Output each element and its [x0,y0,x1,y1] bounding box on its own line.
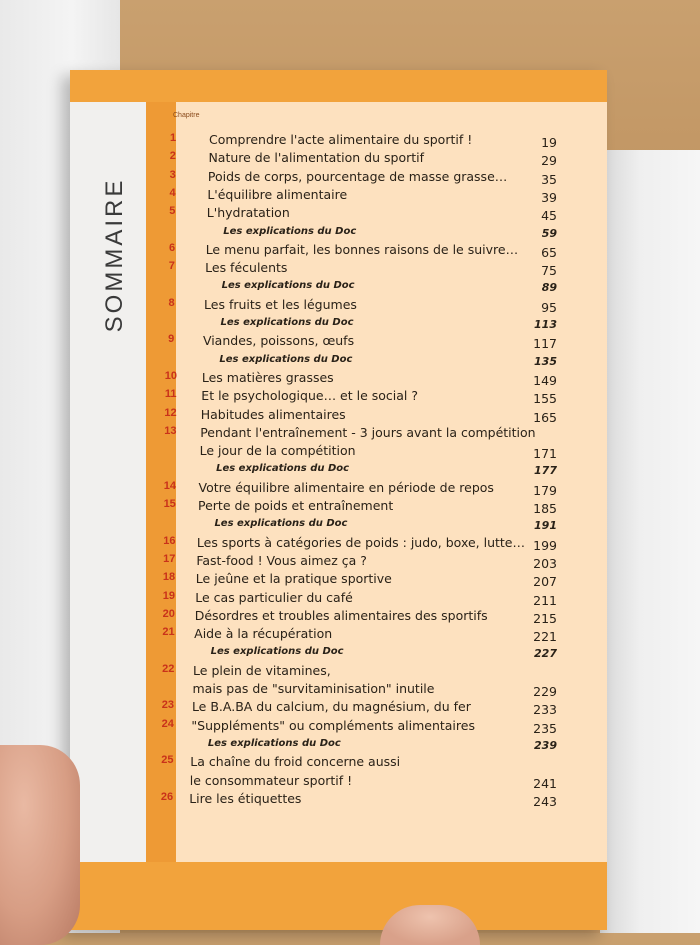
page-number: 149 [533,372,557,388]
page-number: 221 [533,629,557,645]
page-number: 203 [533,555,557,571]
page-number: 117 [533,336,557,352]
book-page [70,70,607,930]
toc-entry [70,553,607,571]
toc-subentry [70,315,607,333]
chapter-number: 7 [168,260,175,273]
chapter-title: Poids de corps, pourcentage de masse grasse… [207,168,508,184]
toc-entry [70,388,607,406]
page-number: 243 [533,793,557,809]
chapter-number: 23 [161,699,174,712]
chapter-title: Lire les étiquettes [189,790,302,806]
toc-entry [70,407,607,425]
chapter-number: 13 [164,424,177,437]
chapter-number: 25 [161,754,174,767]
explanation-subtitle: Les explications du Doc [214,518,348,530]
chapter-title: Perte de poids et entraînement [198,498,394,513]
chapter-number: 18 [162,571,176,584]
page-number: 227 [534,647,557,661]
toc-entry [70,260,607,278]
chapter-title: Les fruits et les légumes [204,296,357,312]
chapter-title: le consommateur sportif ! [189,772,353,788]
chapter-number: 3 [169,168,176,181]
toc-entry [70,699,607,717]
page-number: 215 [533,610,557,626]
toc-entry [70,370,607,388]
page-number: 19 [541,135,557,150]
page-number: 211 [533,592,557,608]
toc-subentry [70,461,607,479]
chapter-title: Le cas particulier du café [195,589,353,605]
page-number: 179 [533,482,557,498]
page-number: 235 [533,720,557,736]
toc-entry [70,132,607,150]
page-number: 171 [533,446,557,462]
chapter-number: 1 [169,132,177,144]
toc-entry [70,498,607,516]
page-number: 185 [533,501,557,516]
chapter-title: Le jour de la compétition [199,443,356,459]
page-number: 35 [541,171,557,187]
toc-entry [70,443,607,461]
thumb [0,745,80,945]
page-number: 45 [541,208,557,224]
page-number: 29 [541,153,557,169]
page-number: 113 [534,318,557,331]
chapter-title: Les matières grasses [201,369,334,385]
chapter-title: Le plein de vitamines, [193,662,331,678]
chapter-title: Habitudes alimentaires [200,406,346,422]
book-pages-edge [600,150,700,933]
chapter-number: 20 [162,607,175,620]
chapter-number: 16 [163,534,176,547]
chapter-number: 10 [164,369,177,382]
page-number: 75 [541,263,557,279]
explanation-subtitle: Les explications du Doc [210,646,344,658]
chapter-title: Le B.A.BA du calcium, du magnésium, du fer [191,699,471,715]
chapter-number: 6 [168,241,176,254]
chapter-title: L'équilibre alimentaire [207,186,348,202]
chapter-number: 22 [162,662,175,675]
chapter-title: Comprendre l'acte alimentaire du sportif ! [209,132,473,147]
chapter-number: 4 [169,186,176,199]
toc-entry [70,718,607,736]
page-number: 89 [541,281,557,295]
chapter-number: 12 [164,406,177,419]
chapter-title: Les féculents [205,260,288,276]
chapter-title: "Suppléments" ou compléments alimentaires [191,717,475,733]
chapter-number: 17 [163,552,176,565]
page-number: 155 [533,391,557,407]
sommaire-heading: SOMMAIRE [101,177,128,333]
chapter-title: Le menu parfait, les bonnes raisons de le suivre… [205,241,519,257]
chapter-title: Aide à la récupération [194,626,333,642]
explanation-subtitle: Les explications du Doc [221,280,355,292]
toc-entry [70,608,607,626]
toc-entry [70,791,607,809]
page-number: 165 [533,409,557,425]
toc-entry [70,754,607,772]
page-number: 233 [533,702,557,718]
bottom-orange-band [70,862,607,930]
chapter-number: 5 [169,205,176,218]
toc-entry [70,169,607,187]
page-number: 65 [541,244,557,260]
toc-entry [70,205,607,223]
toc-entry [70,333,607,351]
chapter-number: 21 [162,626,175,639]
chapter-title: Pendant l'entraînement - 3 jours avant la compétition [200,424,536,440]
chapter-title: Votre équilibre alimentaire en période de repos [198,479,494,495]
chapter-title: Les sports à catégories de poids : judo, boxe, lutte… [196,534,525,550]
toc-entry [70,187,607,205]
toc-entry [70,773,607,791]
chapter-number: 19 [162,589,175,602]
explanation-subtitle: Les explications du Doc [223,225,357,237]
page-number: 135 [534,354,557,368]
chapitre-label: Chapitre [173,112,200,119]
toc-entry [70,297,607,315]
toc-subentry [70,352,607,370]
page-number: 241 [533,775,557,791]
toc-entry [70,663,607,681]
toc-entry [70,535,607,553]
explanation-subtitle: Les explications du Doc [216,463,350,475]
chapter-number: 9 [168,333,175,346]
chapter-number: 2 [169,150,176,163]
toc-subentry [70,224,607,242]
toc-entry [70,150,607,168]
chapter-number: 8 [168,296,175,309]
page-number: 191 [534,519,557,533]
page-number: 39 [541,189,557,205]
chapter-title: Le jeûne et la pratique sportive [195,571,392,587]
chapter-title: L'hydratation [206,205,290,221]
toc-subentry [70,736,607,754]
toc-entry [70,480,607,498]
explanation-subtitle: Les explications du Doc [220,317,354,328]
page-number: 177 [534,464,557,478]
page-number: 229 [533,684,557,699]
toc-entry [70,626,607,644]
explanation-subtitle: Les explications du Doc [207,737,341,749]
chapter-title: Nature de l'alimentation du sportif [208,150,425,166]
toc-entry [70,242,607,260]
page-number: 95 [541,299,557,315]
page-number: 207 [533,574,557,590]
chapter-title: La chaîne du froid concerne aussi [190,754,401,770]
toc-entry [70,590,607,608]
table-of-contents [70,70,607,930]
chapter-number: 11 [164,388,177,401]
chapter-title: Fast-food ! Vous aimez ça ? [196,552,367,568]
toc-entry [70,681,607,699]
toc-entry [70,425,607,443]
chapter-title: mais pas de "survitaminisation" inutile [192,681,435,696]
chapter-title: Désordres et troubles alimentaires des sportifs [194,607,488,623]
toc-subentry [70,278,607,296]
page-number: 199 [533,537,557,553]
chapter-number: 24 [161,717,174,730]
toc-subentry [70,516,607,534]
chapter-number: 14 [163,479,176,492]
explanation-subtitle: Les explications du Doc [219,353,353,365]
toc-subentry [70,644,607,662]
toc-entry [70,571,607,589]
chapter-number: 26 [160,790,174,803]
page-number: 59 [541,226,557,240]
chapter-title: Viandes, poissons, œufs [202,333,355,349]
page-number: 239 [534,738,557,752]
chapter-number: 15 [163,498,176,510]
chapter-title: Et le psychologique… et le social ? [201,388,418,404]
